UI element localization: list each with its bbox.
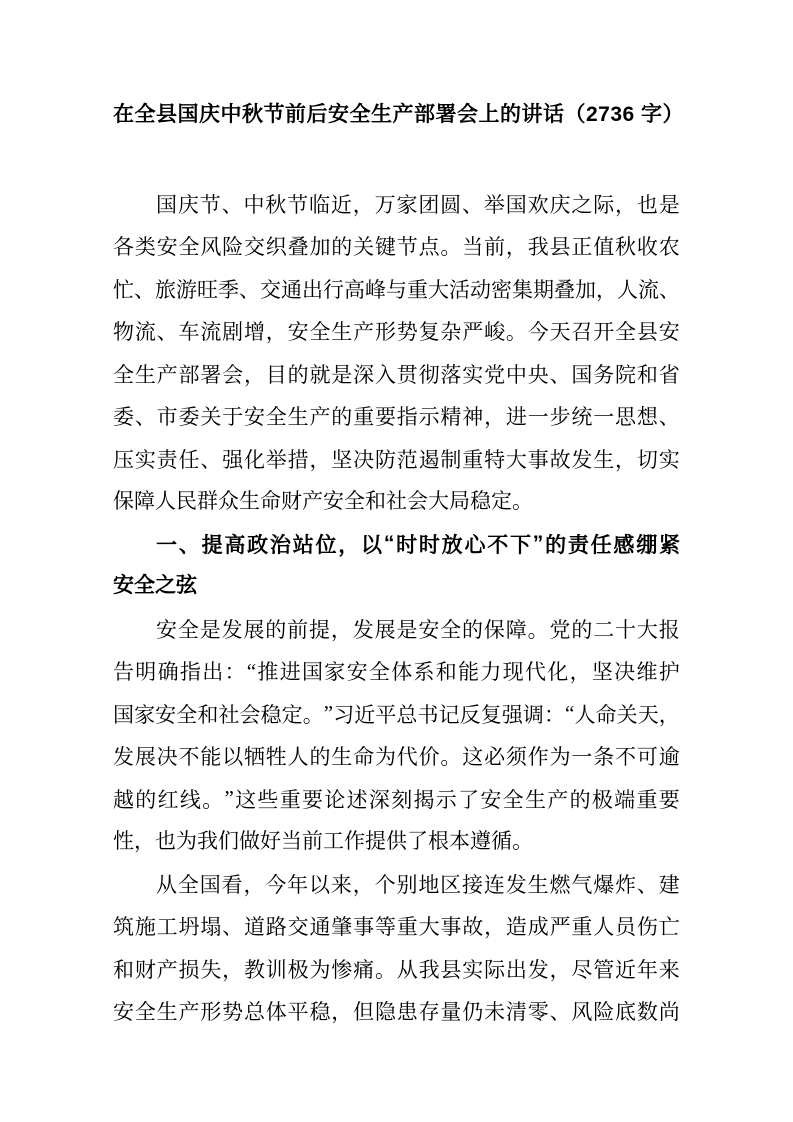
paragraph-opening — [113, 183, 680, 523]
text-line: 筑 施 工 坍 塌 、 道 路 交 通 肇 事 等 重 大 事 故 ， 造 成 严 重 人 员 伤 亡 — [113, 915, 680, 940]
text-line: 国 家 安 全 和 社 会 稳 定 。 ” 习 近 平 总 书 记 反 复 强 调 ： “ 人 命 关 天 ， — [113, 701, 680, 727]
paragraph-2 — [113, 608, 680, 863]
text-line: 各 类 安 全 风 险 交 织 叠 加 的 关 键 节 点 。 当 前 ， 我 县 正 值 秋 收 农 — [113, 235, 680, 260]
text-line: 物 流 、 车 流 剧 增 ， 安 全 生 产 形 势 复 杂 严 峻 。 今 天 召 开 全 县 安 — [113, 320, 680, 345]
text-line: 忙 、 旅 游 旺 季 、 交 通 出 行 高 峰 与 重 大 活 动 密 集 期 叠 加 ， 人 流 、 — [113, 277, 680, 302]
document-title: 在全县国庆中秋节前后安全生产部署会上的讲话（2736 字） — [113, 103, 685, 126]
text-line: 国 庆 节 、 中 秋 节 临 近 ， 万 家 团 圆 、 举 国 欢 庆 之 际 ， 也 是 — [156, 192, 680, 217]
text-line: 安 全 生 产 形 势 总 体 平 稳 ， 但 隐 患 存 量 仍 未 清 零 、 风 险 底 数 尚 — [113, 1000, 680, 1025]
text-line: 和 财 产 损 失 ， 教 训 极 为 惨 痛 。 从 我 县 实 际 出 发 ， 尽 管 近 年 来 — [113, 957, 680, 982]
heading-line: 安全之弦 — [113, 574, 197, 597]
text-line: 性，也为我们做好当前工作提供了根本遵循。 — [113, 829, 533, 853]
text-line: 安 全 是 发 展 的 前 提 ， 发 展 是 安 全 的 保 障 。 党 的 二 十 大 报 — [156, 617, 680, 642]
heading-line: 一 、 提 高 政 治 站 位 ， 以 “ 时 时 放 心 不 下 ” 的 责 任 感 绷 紧 — [156, 531, 680, 557]
text-line: 发 展 决 不 能 以 牺 牲 人 的 生 命 为 代 价 。 这 必 须 作 为 一 条 不 可 逾 — [113, 745, 680, 770]
text-line: 全 生 产 部 署 会 ， 目 的 就 是 深 入 贯 彻 落 实 党 中 央 、 国 务 院 和 省 — [113, 362, 680, 387]
section-heading-1 — [113, 523, 680, 608]
text-line: 从 全 国 看 ， 今 年 以 来 ， 个 别 地 区 接 连 发 生 燃 气 爆 炸 、 建 — [156, 872, 680, 897]
text-line: 保障人民群众生命财产安全和社会大局稳定。 — [113, 489, 533, 513]
text-line: 压 实 责 任 、 强 化 举 措 ， 坚 决 防 范 遏 制 重 特 大 事 故 发 生 ， 切 实 — [113, 447, 680, 472]
paragraph-3 — [113, 863, 680, 1033]
text-line: 委 、 市 委 关 于 安 全 生 产 的 重 要 指 示 精 神 ， 进 一 步 统 一 思 想 、 — [113, 405, 680, 430]
text-line: 告 明 确 指 出 ： “ 推 进 国 家 安 全 体 系 和 能 力 现 代 化 ， 坚 决 维 护 — [113, 658, 680, 685]
text-line: 越 的 红 线 。 ” 这 些 重 要 论 述 深 刻 揭 示 了 安 全 生 产 的 极 端 重 要 — [113, 786, 680, 812]
